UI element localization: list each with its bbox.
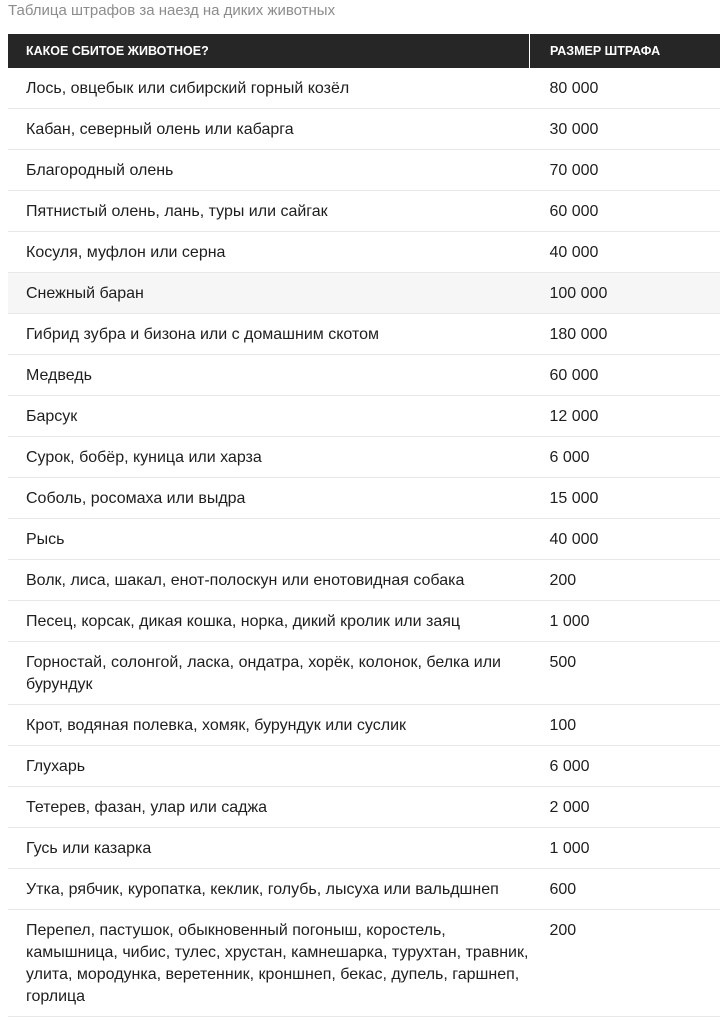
animal-cell: Тетерев, фазан, улар или саджа: [8, 787, 530, 828]
header-fine: РАЗМЕР ШТРАФА: [530, 34, 720, 68]
table-row: [8, 642, 720, 705]
animal-cell: Крот, водяная полевка, хомяк, бурундук или суслик: [8, 705, 530, 746]
animal-cell: Снежный баран: [8, 273, 530, 314]
animal-cell: Лось, овцебык или сибирский горный козёл: [8, 68, 530, 109]
animal-cell: Перепел, пастушок, обыкновенный погоныш, коростель, камышница, чибис, тулес, хрустан, камнешарка, турухтан, травник, улита, мородунка, веретенник, кроншнеп, бекас, дупель, гаршнеп, горлица: [8, 910, 530, 1017]
table-row: [8, 355, 720, 396]
fine-cell: 200: [530, 910, 720, 1017]
table-row: [8, 601, 720, 642]
table-row: [8, 437, 720, 478]
table-row: [8, 519, 720, 560]
fine-cell: 60 000: [530, 191, 720, 232]
fine-cell: 60 000: [530, 355, 720, 396]
table-row: [8, 787, 720, 828]
header-animal: КАКОЕ СБИТОЕ ЖИВОТНОЕ?: [8, 34, 530, 68]
table-row: [8, 273, 720, 314]
table-row: [8, 910, 720, 1017]
animal-cell: Сурок, бобёр, куница или харза: [8, 437, 530, 478]
header-row: [8, 34, 720, 68]
table-row: [8, 560, 720, 601]
table-row: [8, 396, 720, 437]
fine-cell: 180 000: [530, 314, 720, 355]
animal-cell: Кабан, северный олень или кабарга: [8, 109, 530, 150]
fine-cell: 2 000: [530, 787, 720, 828]
animal-cell: Волк, лиса, шакал, енот-полоскун или енотовидная собака: [8, 560, 530, 601]
fine-cell: 100 000: [530, 273, 720, 314]
table-row: [8, 109, 720, 150]
table-row: [8, 232, 720, 273]
fine-cell: 12 000: [530, 396, 720, 437]
table-row: [8, 150, 720, 191]
fines-table: [8, 34, 720, 1017]
animal-cell: Косуля, муфлон или серна: [8, 232, 530, 273]
table-row: [8, 314, 720, 355]
fine-cell: 1 000: [530, 828, 720, 869]
animal-cell: Гусь или казарка: [8, 828, 530, 869]
table-header: [8, 34, 720, 68]
animal-cell: Благородный олень: [8, 150, 530, 191]
animal-cell: Песец, корсак, дикая кошка, норка, дикий кролик или заяц: [8, 601, 530, 642]
fine-cell: 600: [530, 869, 720, 910]
table-caption: Таблица штрафов за наезд на диких животных: [8, 2, 336, 19]
table-row: [8, 705, 720, 746]
fine-cell: 80 000: [530, 68, 720, 109]
fine-cell: 500: [530, 642, 720, 705]
fine-cell: 70 000: [530, 150, 720, 191]
table-row: [8, 68, 720, 109]
fine-cell: 6 000: [530, 746, 720, 787]
animal-cell: Гибрид зубра и бизона или с домашним скотом: [8, 314, 530, 355]
animal-cell: Пятнистый олень, лань, туры или сайгак: [8, 191, 530, 232]
fine-cell: 100: [530, 705, 720, 746]
animal-cell: Глухарь: [8, 746, 530, 787]
fine-cell: 6 000: [530, 437, 720, 478]
animal-cell: Горностай, солонгой, ласка, ондатра, хорёк, колонок, белка или бурундук: [8, 642, 530, 705]
animal-cell: Соболь, росомаха или выдра: [8, 478, 530, 519]
table-row: [8, 869, 720, 910]
fine-cell: 40 000: [530, 519, 720, 560]
table-row: [8, 746, 720, 787]
animal-cell: Рысь: [8, 519, 530, 560]
animal-cell: Барсук: [8, 396, 530, 437]
fine-cell: 40 000: [530, 232, 720, 273]
fine-cell: 30 000: [530, 109, 720, 150]
fine-cell: 200: [530, 560, 720, 601]
table-row: [8, 191, 720, 232]
table-body: [8, 68, 720, 1017]
fine-cell: 1 000: [530, 601, 720, 642]
table-row: [8, 828, 720, 869]
animal-cell: Утка, рябчик, куропатка, кеклик, голубь, лысуха или вальдшнеп: [8, 869, 530, 910]
fine-cell: 15 000: [530, 478, 720, 519]
animal-cell: Медведь: [8, 355, 530, 396]
table-row: [8, 478, 720, 519]
